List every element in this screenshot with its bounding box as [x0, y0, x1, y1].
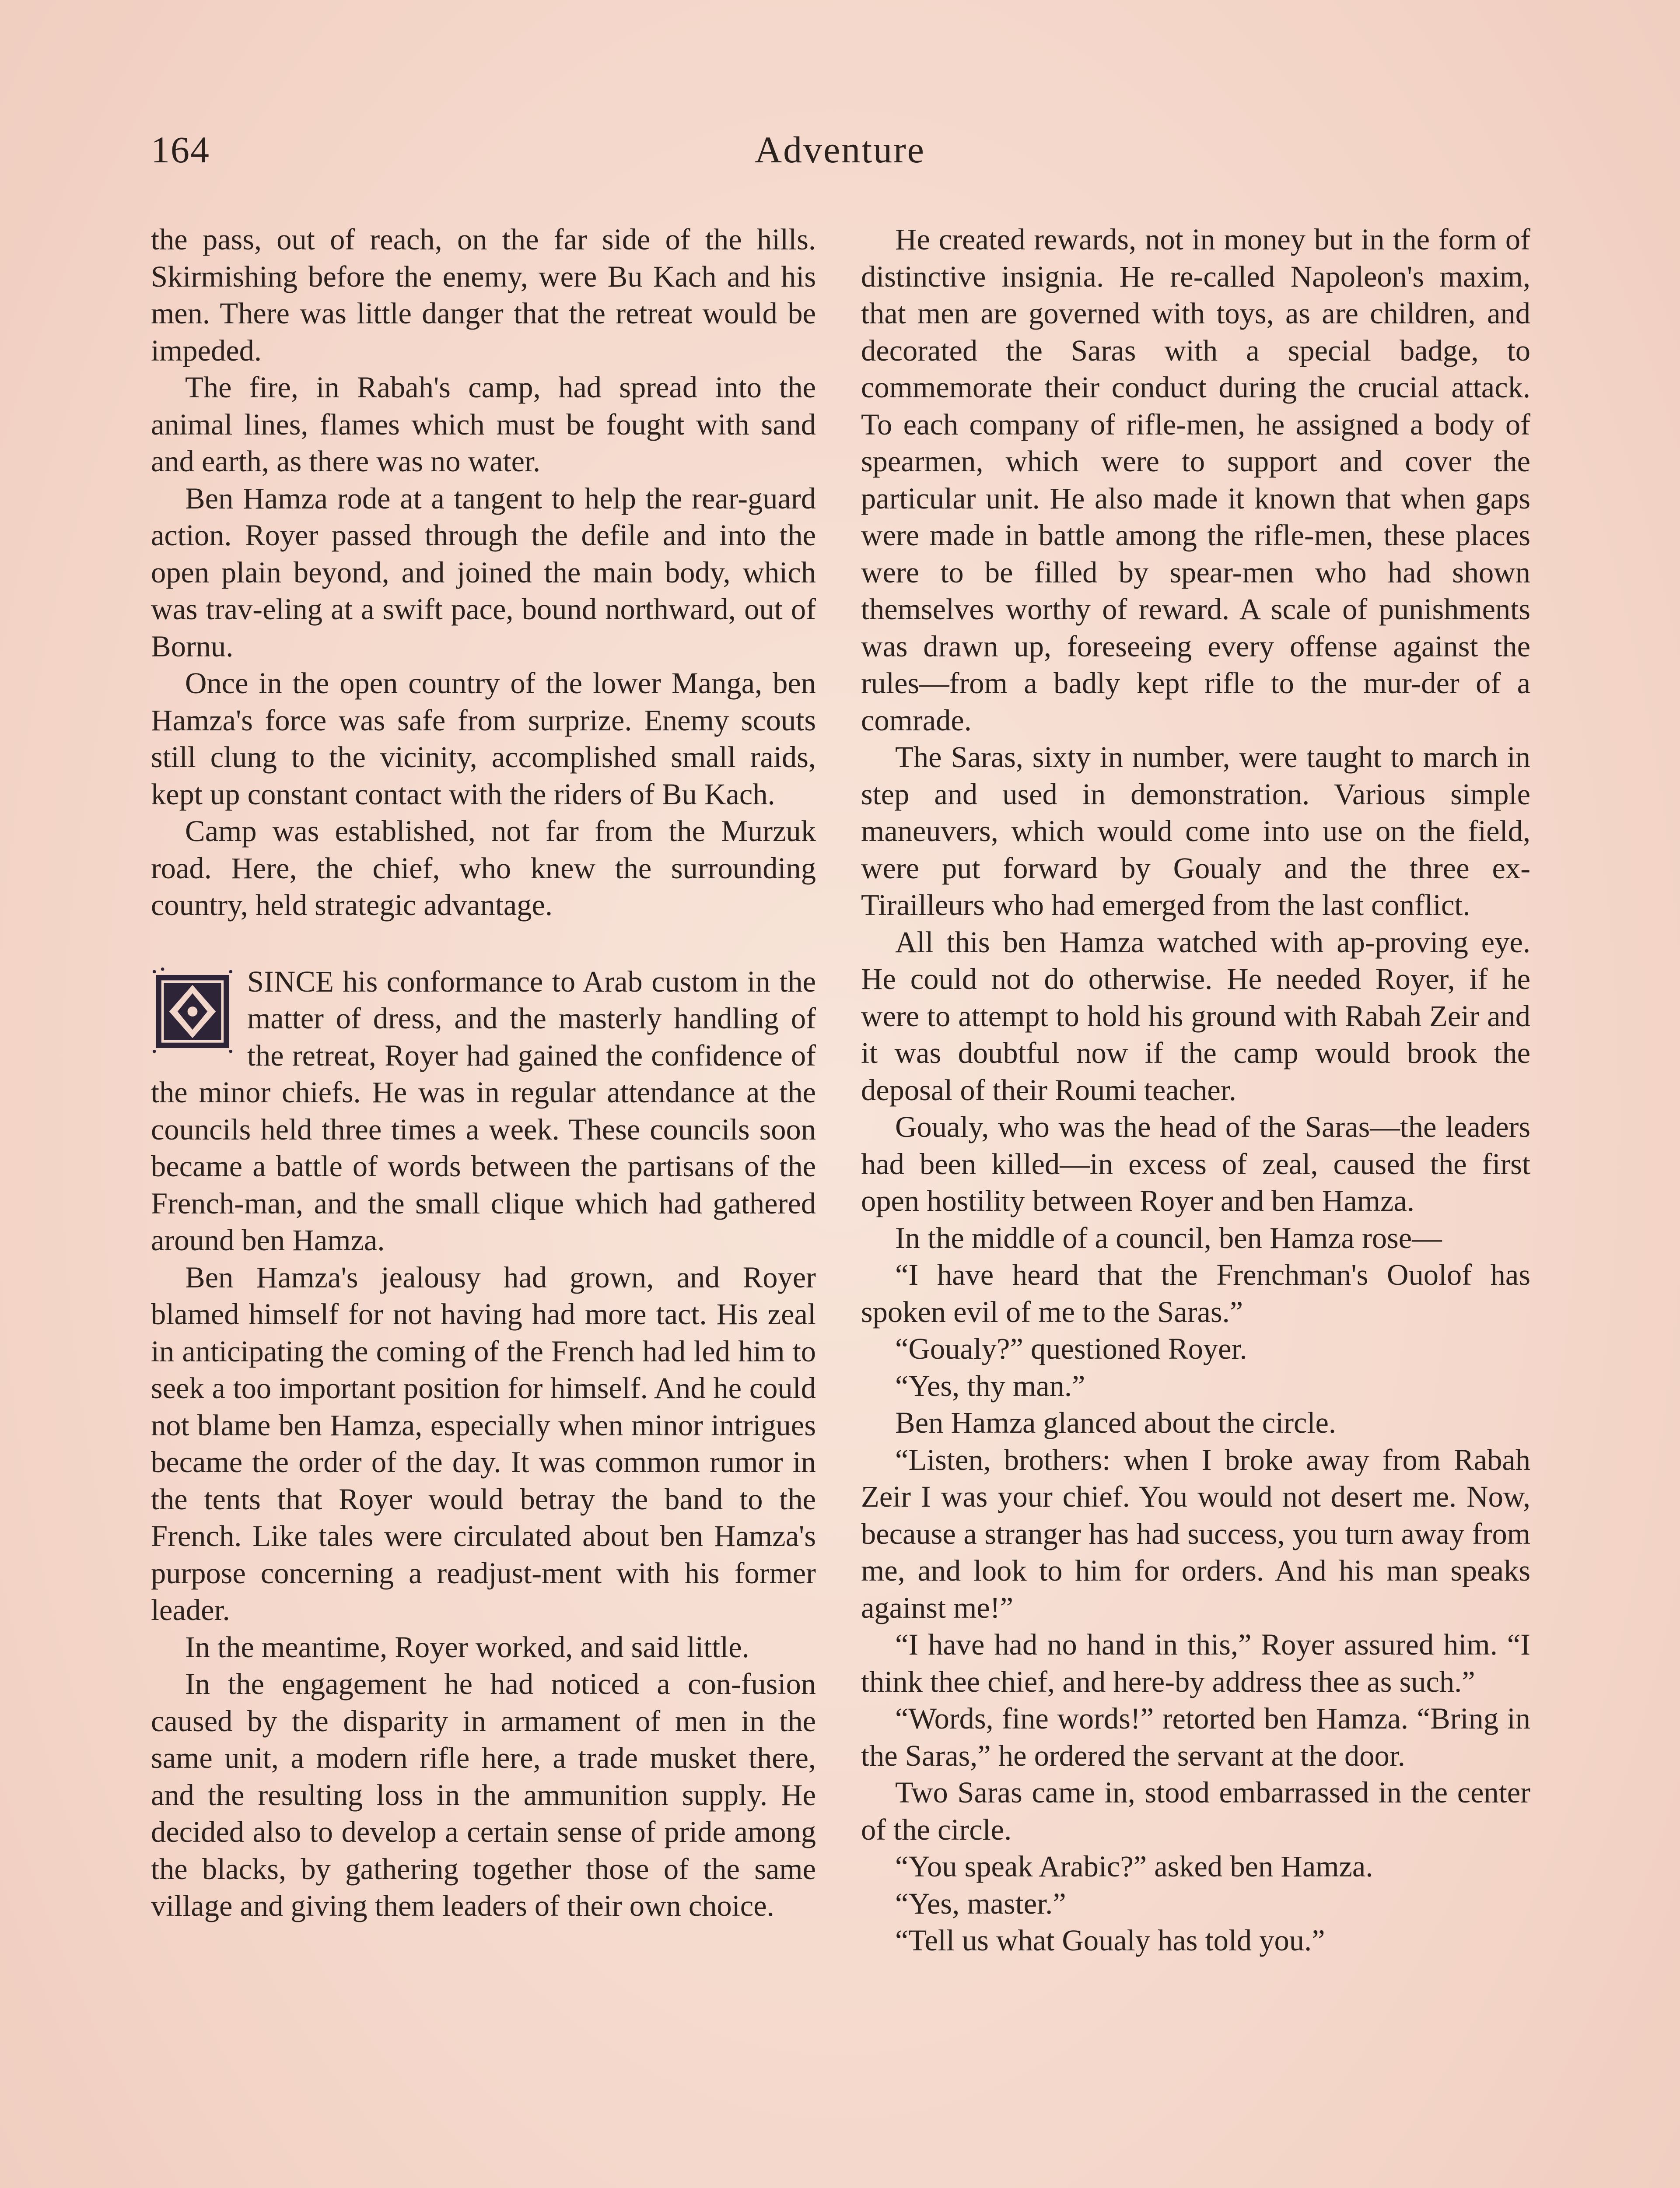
paragraph: Ben Hamza glanced about the circle. — [895, 1406, 1337, 1439]
paragraph: Camp was established, not far from the Murzuk road. Here, the chief, who knew the surrounding country, held strategic advantage. — [151, 814, 816, 922]
paragraph: Once in the open country of the lower Manga, ben Hamza's force was safe from surprize. Enemy scouts still clung to the vicinity, accomplished small raids, kept up constant contact with the riders of Bu Kach. — [151, 666, 816, 811]
paragraph: In the middle of a council, ben Hamza rose— — [895, 1221, 1442, 1255]
paragraph: “Yes, thy man.” — [895, 1369, 1085, 1403]
paragraph: “I have heard that the Frenchman's Ouolof has spoken evil of me to the Saras.” — [861, 1258, 1530, 1329]
left-column — [151, 221, 816, 1925]
paragraph: Two Saras came in, stood embarrassed in the center of the circle. — [861, 1776, 1530, 1846]
paragraph: SINCE his conformance to Arab custom in the matter of dress, and the masterly handling of the retreat, Royer had gained the confidence of the minor chiefs. He was in regular attendance at the councils held three times a week. These councils soon became a battle of words between the partisans of the French-man, and the small clique which had gathered around ben Hamza. — [151, 964, 816, 1257]
right-column — [861, 221, 1530, 1959]
paragraph: Goualy, who was the head of the Saras—the leaders had been killed—in excess of zeal, caused the first open hostility between Royer and ben Hamza. — [861, 1110, 1530, 1217]
paragraph: He created rewards, not in money but in the form of distinctive insignia. He re-called Napoleon's maxim, that men are governed with toys, as are children, and decorated the Saras with a special badge, to commemorate their conduct during the crucial attack. To each company of rifle-men, he assigned a body of spearmen, which were to support and cover the particular unit. He also made it known that when gaps were made in battle among the rifle-men, these places were to be filled by spear-men who had shown themselves worthy of reward. A scale of punishments was drawn up, foreseeing every offense against the rules—from a badly kept rifle to the mur-der of a comrade. — [861, 223, 1530, 737]
paragraph: “Words, fine words!” retorted ben Hamza. “Bring in the Saras,” he ordered the servant at the door. — [861, 1702, 1530, 1772]
paragraph: In the engagement he had noticed a con-fusion caused by the disparity in armament of men in the same unit, a modern rifle here, a trade musket there, and the resulting loss in the ammunition supply. He decided also to develop a certain sense of pride among the blacks, by gathering together those of the same village and giving them leaders of their own choice. — [151, 1667, 816, 1922]
paragraph: “You speak Arabic?” asked ben Hamza. — [895, 1850, 1373, 1883]
paragraph: “Goualy?” questioned Royer. — [895, 1332, 1247, 1365]
paragraph: the pass, out of reach, on the far side of the hills. Skirmishing before the enemy, were Bu Kach and his men. There was little danger that the retreat would be impeded. — [151, 223, 816, 367]
page-number: 164 — [151, 129, 210, 171]
running-head: Adventure — [755, 129, 925, 171]
paragraph: All this ben Hamza watched with ap-proving eye. He could not do otherwise. He needed Royer, if he were to attempt to hold his ground with Rabah Zeir and it was doubtful now if the camp would brook the deposal of their Roumi teacher. — [861, 925, 1530, 1107]
paragraph: “I have had no hand in this,” Royer assured him. “I think thee chief, and here-by address thee as such.” — [861, 1628, 1530, 1698]
paragraph: “Yes, master.” — [895, 1886, 1066, 1920]
paragraph: “Listen, brothers: when I broke away from Rabah Zeir I was your chief. You would not desert me. Now, because a stranger has had success, you turn away from me, and look to him for orders. And his man speaks against me!” — [861, 1443, 1530, 1624]
paragraph: In the meantime, Royer worked, and said little. — [185, 1630, 749, 1664]
paragraph: Ben Hamza's jealousy had grown, and Royer blamed himself for not having had more tact. His zeal in anticipating the coming of the French had led him to seek a too important position for himself. And he could not blame ben Hamza, especially when minor intrigues became the order of the day. It was common rumor in the tents that Royer would betray the band to the French. Like tales were circulated about ben Hamza's purpose concerning a readjust-ment with his former leader. — [151, 1260, 816, 1627]
paragraph: The Saras, sixty in number, were taught to march in step and used in demonstration. Various simple maneuvers, which would come into use on the field, were put forward by Goualy and the three ex-Tirailleurs who had emerged from the last conflict. — [861, 740, 1530, 922]
ornament-dropcap-icon — [151, 967, 234, 1056]
paragraph: The fire, in Rabah's camp, had spread into the animal lines, flames which must be fought with sand and earth, as there was no water. — [151, 371, 816, 478]
paragraph: “Tell us what Goualy has told you.” — [895, 1924, 1325, 1957]
paragraph: Ben Hamza rode at a tangent to help the rear-guard action. Royer passed through the defile and into the open plain beyond, and joined the main body, which was trav-eling at a swift pace, bound northward, out of Bornu. — [151, 481, 816, 663]
